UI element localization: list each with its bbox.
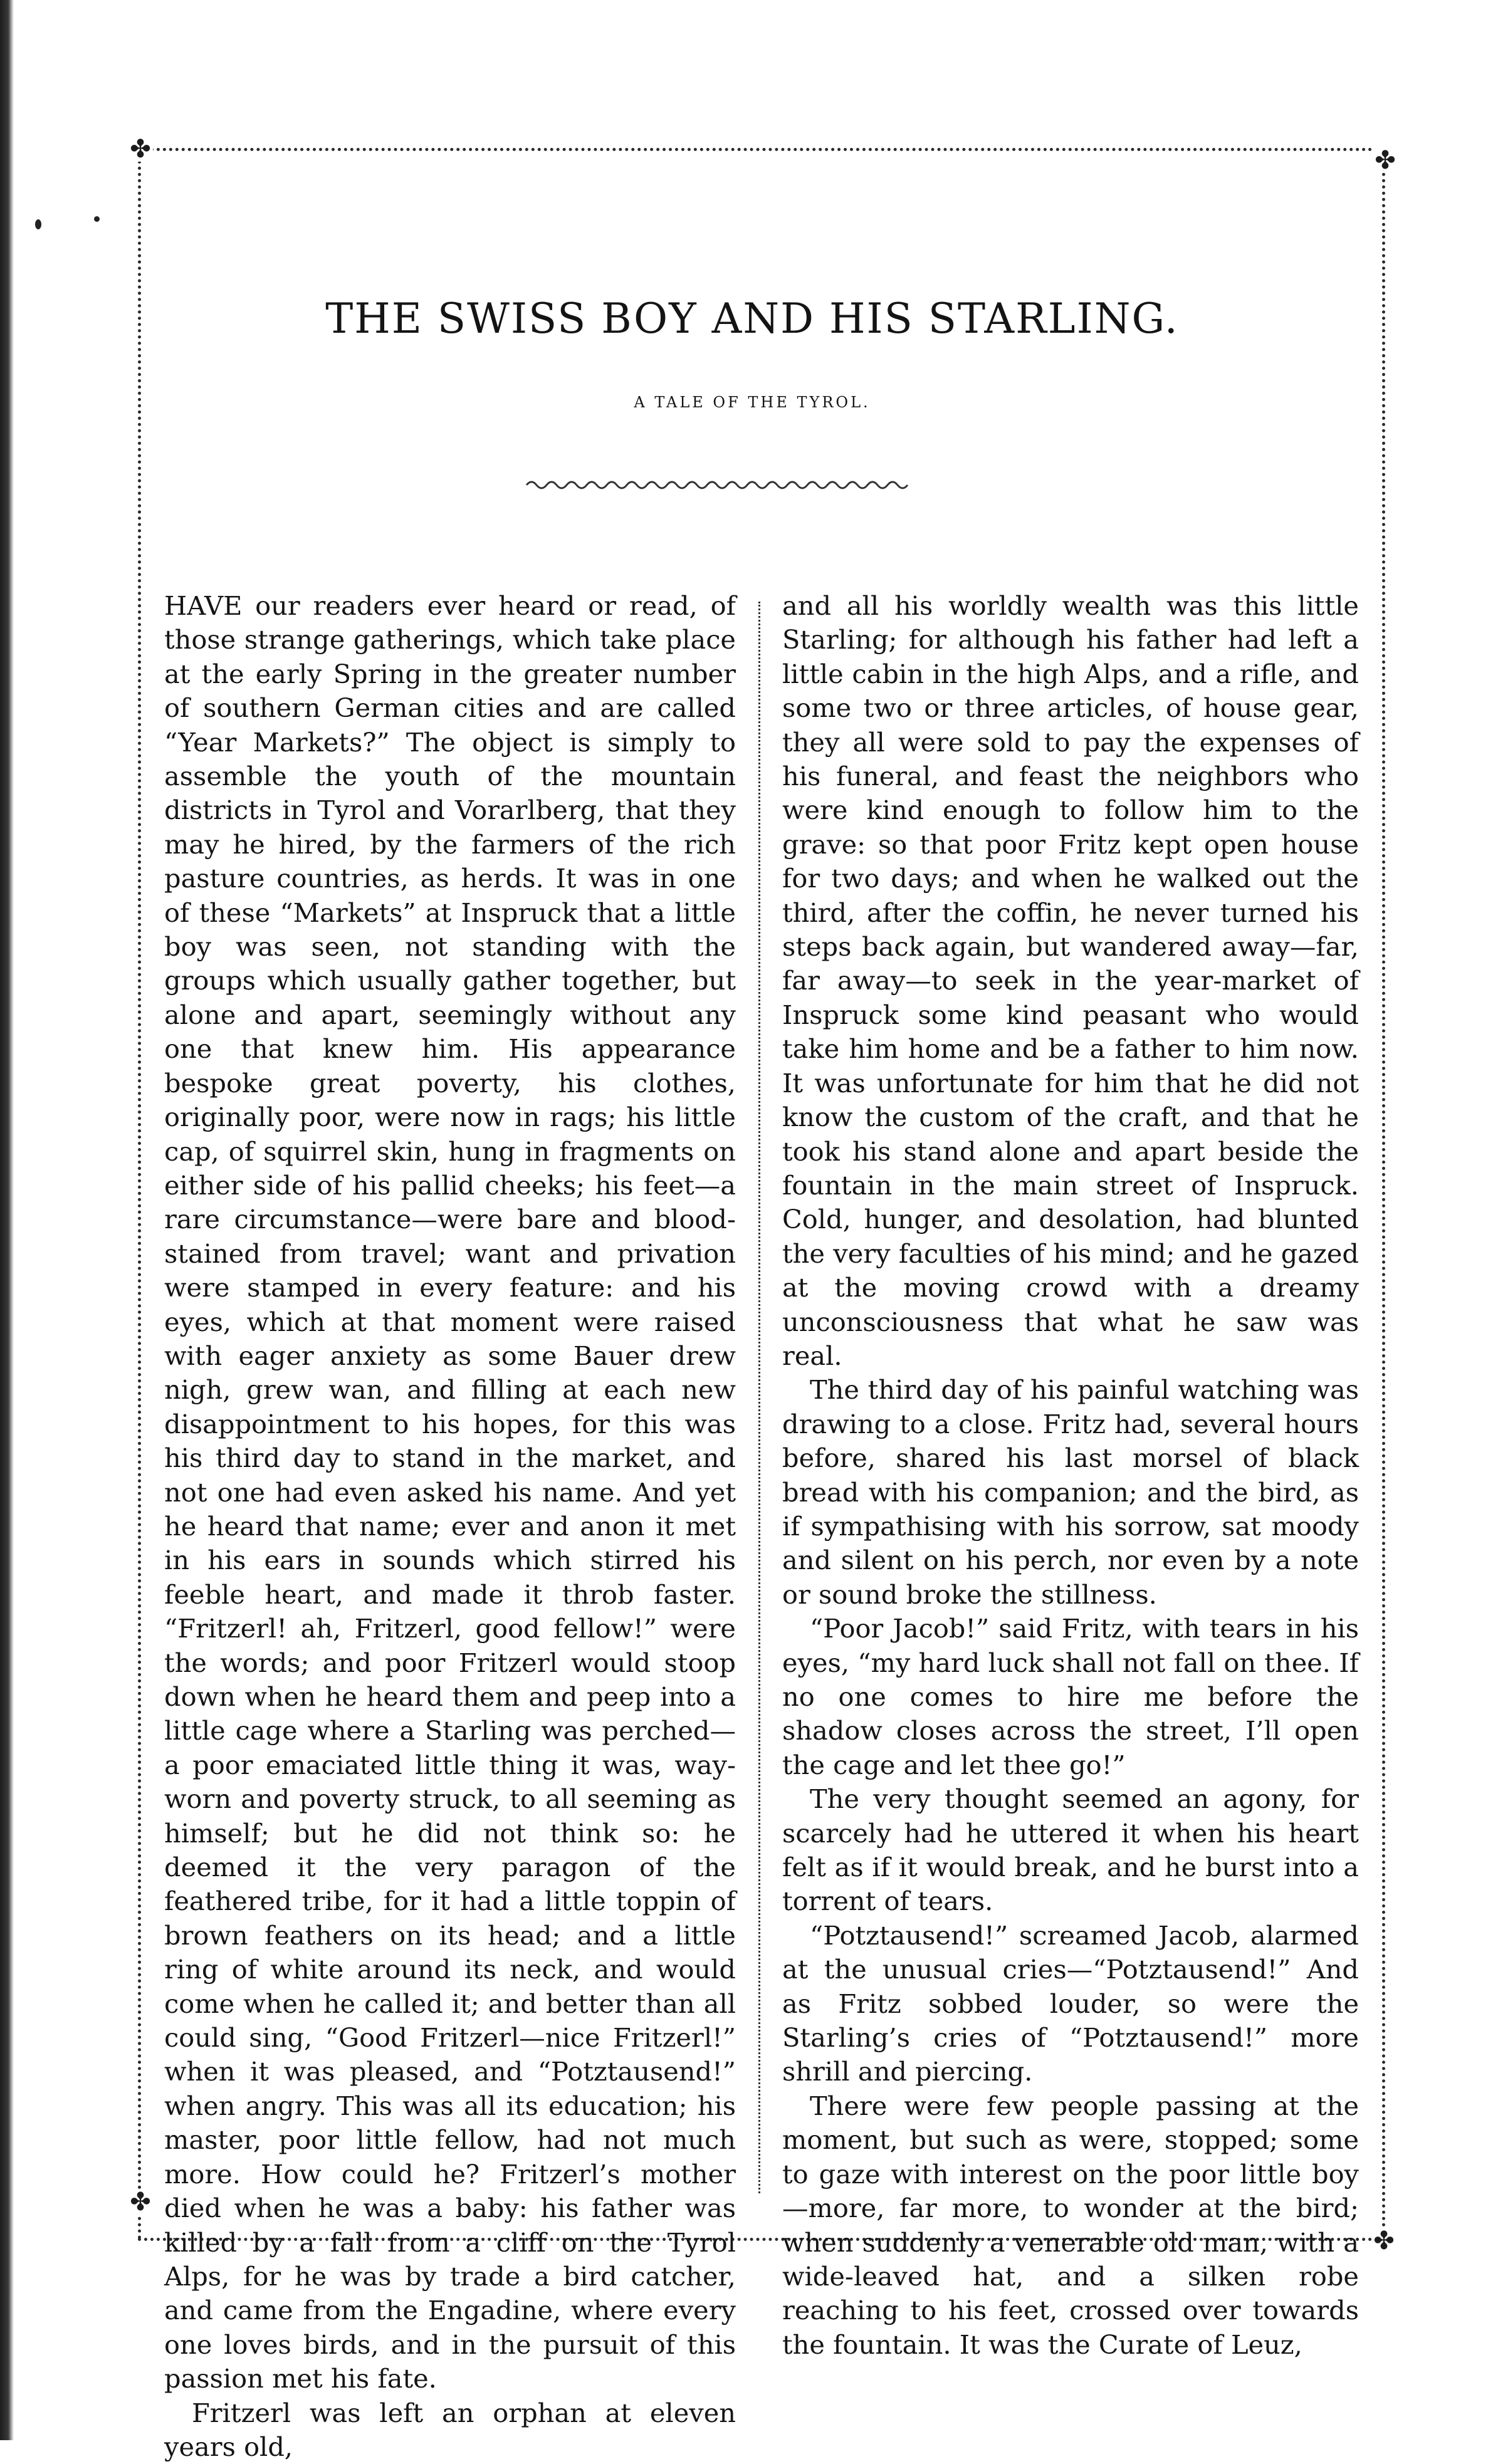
corner-ornament-icon: ✤	[128, 2190, 153, 2215]
title-divider-ornament	[526, 478, 940, 493]
paragraph: The very thought seemed an agony, for scarcely had he uttered it when his heart felt as if it would break, and he burst into a torrent of tears.	[782, 1783, 1359, 1917]
paragraph: There were few people passing at the moment, but such as were, stopped; some to gaze with interest on the poor little boy—more, far more, to wonder at the bird; when suddenly a venerable old man, with a wide-leaved hat, and a silken robe reaching to his feet, crossed over towards the fountain. It was the Curate of Leuz,	[782, 2090, 1359, 2360]
page-speck	[35, 219, 41, 229]
text-column-left	[164, 589, 736, 2462]
paragraph: Fritzerl was left an orphan at eleven years old,	[164, 2397, 736, 2462]
article-title: THE SWISS BOY AND HIS STARLING.	[325, 295, 1179, 343]
paragraph: The third day of his painful watching was drawing to a close. Fritz had, several hours before, shared his last morsel of black bread with his companion; and the bird, as if sympathising with his sorrow, sat moody and silent on his perch, nor even by a note or sound broke the stillness.	[782, 1374, 1359, 1610]
paragraph: and all his worldly wealth was this little Starling; for although his father had left a little cabin in the high Alps, and a rifle, and some two or three articles, of house gear, they all were sold to pay the expenses of his funeral, and feast the neighbors who were kind enough to follow him to the grave: so that poor Fritz kept open house for two days; and when he walked out the third, after the coffin, he never turned his steps back again, but wandered away—far, far away—to seek in the year-market of Inspruck some kind peasant who would take him home and be a father to him now. It was unfortunate for him that he did not know the custom of the craft, and that he took his stand alone and apart beside the fountain in the main street of Inspruck. Cold, hunger, and desolation, had blunted the very faculties of his mind; and he gazed at the moving crowd with a dreamy unconsciousness that what he saw was real.	[782, 590, 1359, 1371]
article-subtitle: A TALE OF THE TYROL.	[634, 394, 871, 411]
paragraph: “Poor Jacob!” said Fritz, with tears in his eyes, “my hard luck shall not fall on thee. If no one comes to hire me before the shadow closes across the street, I’ll open the cage and let thee go!”	[782, 1613, 1359, 1780]
paragraph: HAVE our readers ever heard or read, of those strange gatherings, which take place at the early Spring in the greater number of southern German cities and are called “Year Markets?” The object is simply to assemble the youth of the mountain districts in Tyrol and Vorarlberg, that they may he hired, by the farmers of the rich pasture countries, as herds. It was in one of these “Markets” at Inspruck that a little boy was seen, not standing with the groups which usually gather together, but alone and apart, seemingly without any one that knew him. His appearance bespoke great poverty, his clothes, originally poor, were now in rags; his little cap, of squirrel skin, hung in fragments on either side of his pallid cheeks; his feet—a rare circumstance—were bare and blood-stained from travel; want and privation were stamped in every feature: and his eyes, which at that moment were raised with eager anxiety as some Bauer drew nigh, grew wan, and filling at each new disappointment to his hopes, for this was his third day to stand in the market, and not one had even asked his name. And yet he heard that name; ever and anon it met in his ears in sounds which stirred his feeble heart, and made it throb faster. “Fritzerl! ah, Fritzerl, good fellow!” were the words; and poor Fritzerl would stoop down when he heard them and peep into a little cage where a Starling was perched—a poor emaciated little thing it was, way-worn and poverty struck, to all seeming as himself; but he did not think so: he deemed it the very paragon of the feathered tribe, for it had a little toppin of brown feathers on its head; and a little ring of white around its neck, and would come when he called it; and better than all could sing, “Good Fritzerl—nice Fritzerl!” when it was pleased, and “Potztausend!” when angry. This was all its education; his master, poor little fellow, had not much more. How could he? Fritzerl’s mother died when he was a baby: his father was killed by a fall from a cliff on the Tyrol Alps, for he was by trade a bird catcher, and came from the Engadine, where every one loves birds, and in the pursuit of this passion met his fate.	[164, 590, 736, 2394]
corner-ornament-icon: ✤	[1371, 2228, 1396, 2253]
column-divider	[758, 602, 760, 2193]
paragraph: “Potztausend!” screamed Jacob, alarmed at the unusual cries—“Potztausend!” And as Fritz sobbed louder, so were the Starling’s cries of “Potztausend!” more shrill and piercing.	[782, 1919, 1359, 2087]
corner-ornament-icon: ✤	[128, 137, 153, 162]
page-binding-edge	[0, 0, 14, 2440]
text-column-right	[782, 589, 1359, 2360]
corner-ornament-icon: ✤	[1373, 148, 1398, 173]
page-speck	[94, 216, 100, 222]
